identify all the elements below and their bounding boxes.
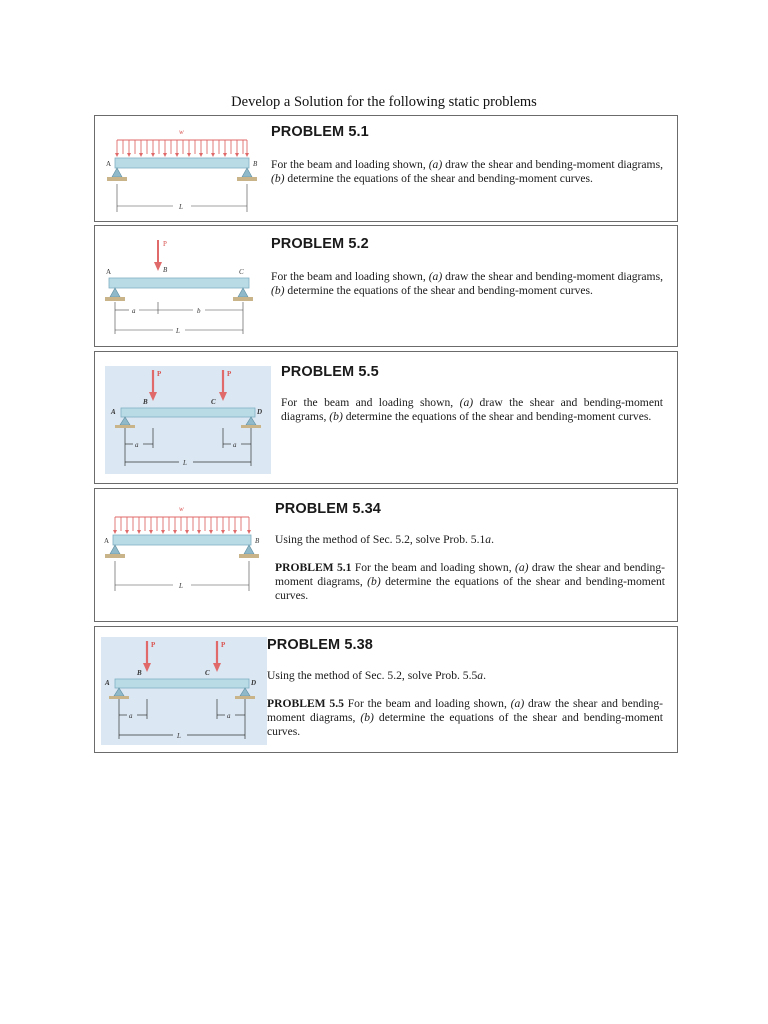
dimension-label-a2: a <box>227 712 231 720</box>
pin-support-left <box>110 288 120 297</box>
load-label-w: w <box>179 128 184 136</box>
dimension-label-a: a <box>132 307 136 315</box>
load-label-p: P <box>163 240 167 248</box>
point-label-b: B <box>163 266 168 274</box>
point-label-b: B <box>137 669 142 677</box>
point-label-b: B <box>255 537 260 545</box>
dimension-label-a1: a <box>135 441 139 449</box>
dimension-label-a1: a <box>129 712 133 720</box>
span-label-l: L <box>183 459 187 467</box>
beam <box>121 408 255 417</box>
pin-support-right <box>238 288 248 297</box>
load-label-p1: P <box>157 370 162 378</box>
problem-intro: Using the method of Sec. 5.2, solve Prob. 5.1a. <box>275 533 494 546</box>
point-label-c: C <box>205 669 210 677</box>
beam-figure-point-load <box>103 234 263 344</box>
point-label-d: D <box>251 679 257 687</box>
problem-statement: For the beam and loading shown, (a) draw the shear and bending-moment diagrams, (b) determine the equations of the shear and bending-moment curves. <box>271 158 663 185</box>
point-label-a: A <box>104 537 110 545</box>
problem-statement: For the beam and loading shown, (a) draw the shear and bending-moment diagrams, (b) determine the equations of the shear and bending-moment curves. <box>281 396 663 423</box>
beam <box>115 158 249 168</box>
beam-figure-two-point-loads <box>105 366 271 474</box>
point-label-a: A <box>106 160 112 168</box>
problem-intro: Using the method of Sec. 5.2, solve Prob. 5.5a. <box>267 669 486 682</box>
problem-title: PROBLEM 5.34 <box>275 501 381 517</box>
problem-title: PROBLEM 5.38 <box>267 637 373 653</box>
point-label-b: B <box>253 160 258 168</box>
problem-5-5-box <box>94 351 678 484</box>
problem-5-1-box <box>94 115 678 222</box>
beam <box>109 278 249 288</box>
ground-left <box>107 177 127 181</box>
figure-panel <box>105 366 271 474</box>
dimension-label-a2: a <box>233 441 237 449</box>
beam-figure-uniform-load <box>101 501 267 601</box>
point-label-a: A <box>105 679 110 687</box>
point-label-a: A <box>106 268 112 276</box>
beam <box>115 679 249 688</box>
beam-figure-two-point-loads <box>101 637 267 745</box>
beam <box>113 535 251 545</box>
point-label-c: C <box>211 398 216 406</box>
pin-support-left <box>110 545 120 554</box>
problem-5-34-box <box>94 488 678 622</box>
page-heading: Develop a Solution for the following static problems <box>231 94 537 110</box>
span-label-l: L <box>179 582 183 590</box>
load-label-p2: P <box>227 370 232 378</box>
distributed-load-arrows <box>117 140 247 154</box>
figure-panel <box>101 637 267 745</box>
dimension-label-b: b <box>197 307 201 315</box>
problem-5-38-box <box>94 626 678 753</box>
problem-5-2-box <box>94 225 678 347</box>
point-label-a: A <box>111 408 116 416</box>
distributed-load-arrows <box>115 517 249 531</box>
pin-support-right <box>244 545 254 554</box>
load-label-p1: P <box>151 641 156 649</box>
span-label-l: L <box>176 327 180 335</box>
pin-support-left <box>112 168 122 177</box>
span-label-l: L <box>177 732 181 740</box>
problem-statement: For the beam and loading shown, (a) draw the shear and bending-moment diagrams, (b) determine the equations of the shear and bending-moment curves. <box>271 270 663 297</box>
ground-right <box>237 177 257 181</box>
problem-title: PROBLEM 5.1 <box>271 124 369 140</box>
problem-title: PROBLEM 5.5 <box>281 364 379 380</box>
point-label-d: D <box>257 408 263 416</box>
load-label-p2: P <box>221 641 226 649</box>
problem-statement: PROBLEM 5.1 For the beam and loading shown, (a) draw the shear and bending-moment diagrams, (b) determine the equations of the shear and bending-moment curves. <box>275 561 666 602</box>
problem-title: PROBLEM 5.2 <box>271 236 369 252</box>
point-label-c: C <box>239 268 244 276</box>
load-label-w: w <box>179 505 184 513</box>
pin-support-right <box>242 168 252 177</box>
span-label-l: L <box>179 203 183 211</box>
point-label-b: B <box>143 398 148 406</box>
beam-figure-uniform-load <box>103 124 263 220</box>
problem-statement: PROBLEM 5.5 For the beam and loading shown, (a) draw the shear and bending-moment diagrams, (b) determine the equations of the shear and bending-moment curves. <box>267 697 663 738</box>
